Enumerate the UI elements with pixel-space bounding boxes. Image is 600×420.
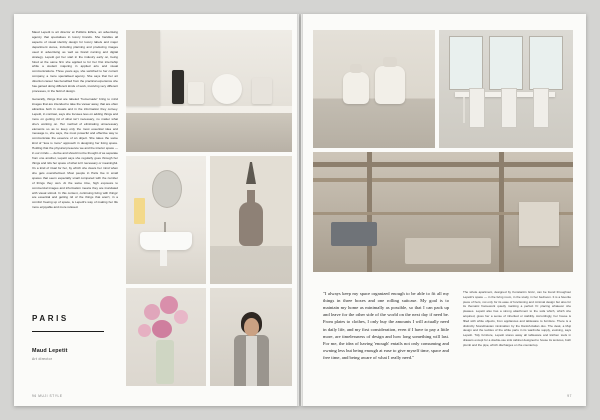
section-heading-block <box>32 314 122 361</box>
left-folio: 96 MUJI STYLE <box>32 394 63 398</box>
portrait-photo <box>210 288 292 386</box>
intro-paragraph-2: Generally, things that are labeled "homemade" bring to mind images that are intended to take the viewer away, that are often attractive both in visuals and in the information they convey. Lepetit, in contrast, says she focuses less on adding things and more on getting rid of what isn't necessary, no matter what she's working on. Her method of eliminating unnecessary elements so as to keep only the most essential idea and message is, she says, the most powerful and effective way to communicate the essence of an object. She takes the same kind of "less is more" approach in designing her living space. Holding that the physical presence we and the interior space — in our minds — derive and should not be thought of as separate from one another, Lepetit says she regularly goes through her things and rids her space of what isn't necessary or meaningful. It's a kind of ritual for her, by which she clears her mind when she gets overwhelmed. Most people in Paris live in small spaces that seem especially small compared with the number of things they own. At the same time, high exposure to commercial images and information means they are inundated with visual stimuli. In this context, continuing living with things' are essential and getting rid of the things that aren't, in a comfort freeing up of space, is Lepetit's way of making her life more enjoyable and more relaxed. <box>32 96 118 210</box>
right-folio: 97 <box>567 394 572 398</box>
kitchen-counter-photo <box>126 30 292 152</box>
section-label: PARIS <box>32 314 69 323</box>
white-jars-photo <box>313 30 435 148</box>
caption-block <box>463 290 571 348</box>
left-page <box>14 14 299 406</box>
person-name: Maud Lepetit <box>32 348 68 354</box>
bathroom-sink-photo <box>126 156 206 284</box>
living-room-beams-photo <box>313 152 573 272</box>
ceramic-vase-photo <box>210 156 292 284</box>
divider-rule <box>32 331 104 332</box>
pink-flowers-photo <box>126 288 206 386</box>
dining-room-photo <box>439 30 573 148</box>
right-page <box>301 14 586 406</box>
pull-quote <box>323 290 449 361</box>
pull-quote-text: "I always keep my space organized enough to be able to fit all my things in three boxes and one rolling suitcase. My goal is to maintain my home as minimally as possible, so that I can pack up and leave for the other side of the world on the next day if need be. From plates to clothes, I only buy the amounts I will actually need in daily life, and my first consideration, even if I have to pay a little more, are timelessness of design and how long something will last. For me, the idea of having 'enough' entails not only consuming and owning less but being enough at ease to give myself time, space and free time, and being aware of what I really need." <box>323 291 449 360</box>
intro-paragraph-1: Maud Lepetit is art director at Publicis Ethics, an advertising agency that specialises in luxury brands. She handles all aspects of visual identity design for luxury labels and major department stores, including planning and producing images used in advertising as well as brand naming and digital strategy. Lepetit got her start in the industry early on, being hired at the same firm she applied to for her first internship while a student majoring in applied arts and visual communications. Three years ago, she switched to her current company, a more specialised agency. She says that her art direction career has benefited from the practical experience she has gained doing different kinds of work, involving very different processes, in the field of design. <box>32 30 118 94</box>
caption-text: The whole apartment, designed by Konstantin Grcic, can be found throughout Lepetit's space — in the living room, in the study, in her bedroom. It is a favorite piece of hers, not only for its ease of functioning and minimal design but also for its thematic framework quietly marking a perfect fit: placing whatever she pleases. Lepetit also has a strong attachment to the sofa which, which she acquired, gives her a sense of inherited or stability. Accordingly, her house is filled with white objects, from appliances and tableware to furniture. There is a distinctly Scandinavian minimalism by the Danish-Italian duo. The desk, a Muji design and the textiles of the white parts in its wardrobe supply, evolving, says Lepetit. Tidy furniture, Lepetit stores away all tableware and kitchen tools in drawers except for a double-use sink cabinet designed to house its textures, both plumb and the pipe, which discharges on the countertop. <box>463 290 571 347</box>
person-role: Art director <box>32 357 53 361</box>
intro-text-column <box>32 30 118 213</box>
